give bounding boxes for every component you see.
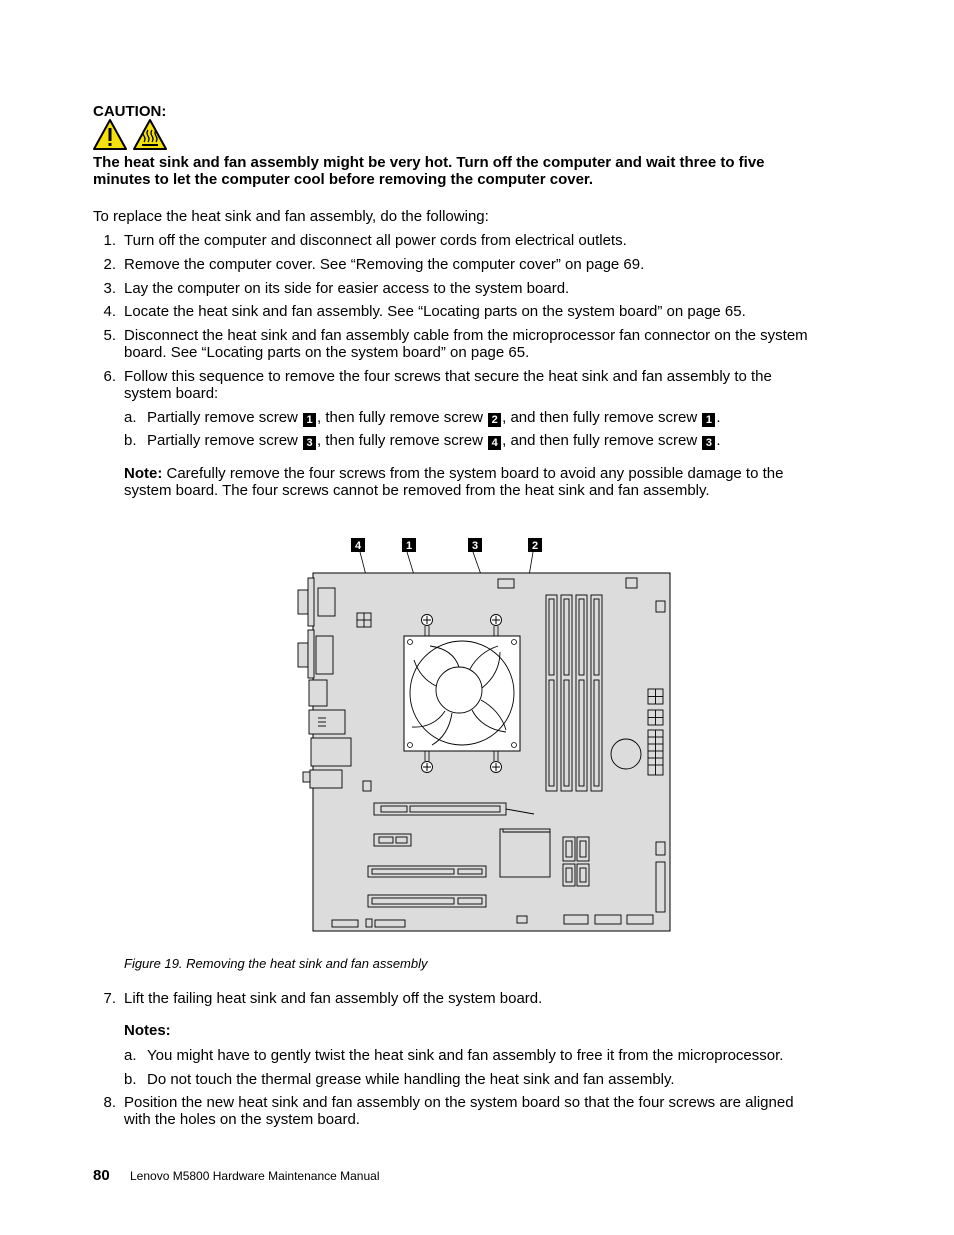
power-connectors — [648, 689, 663, 775]
screw-callout-4: 4 — [488, 436, 501, 450]
step-text: Position the new heat sink and fan assembly on the system board so that the four screws are aligned — [124, 1094, 794, 1111]
step-number: 6. — [103, 368, 116, 385]
notes-label: Notes: — [124, 1022, 171, 1039]
figure-callout — [468, 538, 482, 552]
substep-text-part: , then fully remove screw — [317, 432, 483, 449]
caution-label: CAUTION: — [93, 103, 167, 120]
step-number: 2. — [103, 256, 116, 273]
heat-sink-diagram — [296, 532, 676, 936]
warning-icons — [93, 118, 169, 152]
substep-text-part: , and then fully remove screw — [502, 409, 698, 426]
note-paragraph — [124, 465, 783, 482]
note-text: system board. The four screws cannot be removed from the heat sink and fan assembly. — [124, 482, 710, 499]
note-text: Carefully remove the four screws from the system board to avoid any possible damage to the — [162, 465, 784, 482]
screw-callout-3: 3 — [702, 436, 715, 450]
notes-text: Do not touch the thermal grease while handling the heat sink and fan assembly. — [147, 1071, 675, 1088]
step-number: 4. — [103, 303, 116, 320]
step-number: 1. — [103, 232, 116, 249]
substep-letter: a. — [124, 409, 137, 426]
screw-callout-1: 1 — [303, 413, 316, 427]
step-text: board. See “Locating parts on the system board” on page 65. — [124, 344, 530, 361]
notes-text: You might have to gently twist the heat sink and fan assembly to free it from the microprocessor. — [147, 1047, 784, 1064]
screw-icon — [491, 615, 502, 626]
note-label: Note: — [124, 465, 163, 482]
substep-text-part: . — [716, 432, 721, 449]
substep-text-part: . — [716, 409, 721, 426]
notes-letter: b. — [124, 1071, 137, 1088]
step-text: with the holes on the system board. — [124, 1111, 360, 1128]
substep-text-part: Partially remove screw — [147, 409, 298, 426]
step-text: Disconnect the heat sink and fan assembly cable from the microprocessor fan connector on the system — [124, 327, 808, 344]
svg-text:1: 1 — [405, 540, 413, 552]
substep-letter: b. — [124, 432, 137, 449]
step-number: 7. — [103, 990, 116, 1007]
hot-surface-icon — [134, 120, 166, 149]
screw-icon — [422, 762, 433, 773]
substep-text-part: , then fully remove screw — [317, 409, 483, 426]
step-text: Lay the computer on its side for easier access to the system board. — [124, 280, 570, 297]
screw-icon — [422, 615, 433, 626]
heat-sink-fan-assembly — [404, 636, 520, 751]
general-warning-icon — [94, 120, 126, 149]
step-number: 8. — [103, 1094, 116, 1111]
page-number: 80 — [93, 1167, 110, 1184]
screw-callout-3: 3 — [303, 436, 316, 450]
screw-callout-2: 2 — [488, 413, 501, 427]
cmos-battery — [611, 739, 641, 769]
figure-caption: Figure 19. Removing the heat sink and fan assembly — [124, 956, 428, 971]
substep-text-part: Partially remove screw — [147, 432, 298, 449]
substep-text — [147, 432, 721, 450]
substep-text — [147, 409, 721, 427]
figure-callout — [351, 538, 365, 552]
caution-warning-line: The heat sink and fan assembly might be very hot. Turn off the computer and wait three to five — [93, 154, 765, 171]
caution-warning-line: minutes to let the computer cool before removing the computer cover. — [93, 171, 594, 188]
manual-title: Lenovo M5800 Hardware Maintenance Manual — [130, 1169, 380, 1183]
svg-text:3: 3 — [471, 540, 479, 552]
figure-callout — [402, 538, 416, 552]
svg-text:2: 2 — [531, 540, 539, 552]
step-text: Remove the computer cover. See “Removing the computer cover” on page 69. — [124, 256, 645, 273]
intro-text: To replace the heat sink and fan assembly, do the following: — [93, 208, 489, 225]
substep-text-part: , and then fully remove screw — [502, 432, 698, 449]
step-number: 5. — [103, 327, 116, 344]
step-text: Turn off the computer and disconnect all power cords from electrical outlets. — [124, 232, 627, 249]
step-text: Follow this sequence to remove the four screws that secure the heat sink and fan assembly to the — [124, 368, 772, 385]
svg-text:4: 4 — [354, 540, 362, 552]
step-text: system board: — [124, 385, 219, 402]
step-number: 3. — [103, 280, 116, 297]
screw-callout-1: 1 — [702, 413, 715, 427]
step-text: Lift the failing heat sink and fan assembly off the system board. — [124, 990, 543, 1007]
figure-callout — [528, 538, 542, 552]
notes-letter: a. — [124, 1047, 137, 1064]
screw-icon — [491, 762, 502, 773]
step-text: Locate the heat sink and fan assembly. See “Locating parts on the system board” on page 65. — [124, 303, 746, 320]
